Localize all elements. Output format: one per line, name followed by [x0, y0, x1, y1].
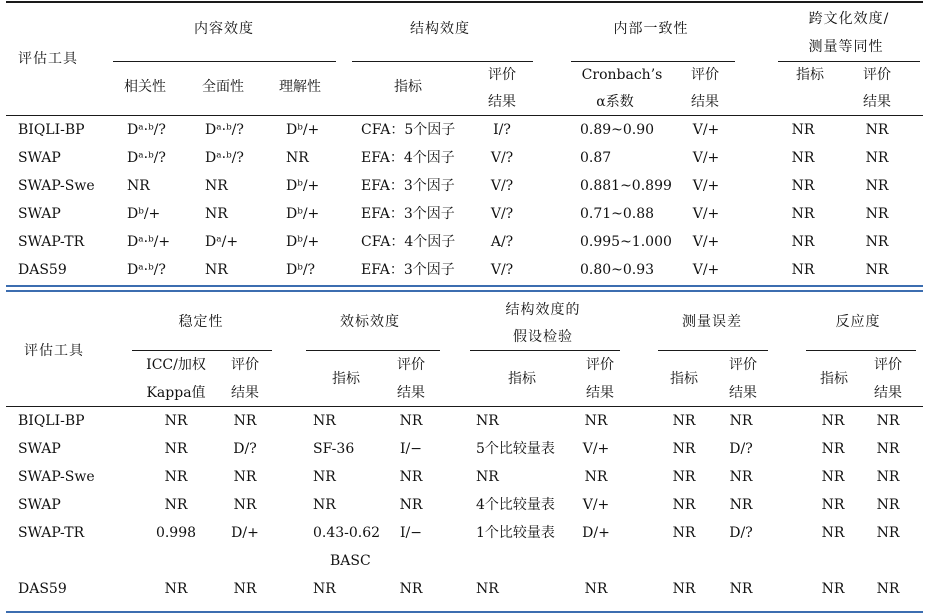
- subheader-comprehensibility: 理解性: [279, 79, 321, 95]
- structure-indicator-cell: EFA：3个因子: [361, 206, 455, 222]
- subheader-cronbach-line1: Cronbach’s: [581, 67, 663, 83]
- alpha-result-cell: V/+: [692, 122, 720, 138]
- responsiveness-indicator-cell: NR: [821, 581, 845, 597]
- relevance-cell: Dᵃ·ᵇ/+: [127, 234, 171, 250]
- icc-result-cell: D/?: [233, 441, 257, 457]
- hypothesis-group-rule: [470, 350, 620, 351]
- icc-cell: NR: [164, 469, 188, 485]
- icc-cell: NR: [164, 413, 188, 429]
- hypothesis-indicator-cell: 4个比较量表: [476, 497, 555, 513]
- group-internal-consistency: 内部一致性: [613, 21, 689, 37]
- icc-cell: NR: [164, 497, 188, 513]
- criterion-group-rule: [306, 350, 440, 351]
- hypothesis-indicator-cell: 1个比较量表: [476, 525, 555, 541]
- subheader-responsiveness-indicator: 指标: [820, 371, 848, 387]
- consistency-group-rule: [571, 61, 735, 62]
- tool-cell: SWAP: [18, 497, 61, 513]
- tool-cell: SWAP: [18, 206, 61, 222]
- comprehensibility-cell: NR: [286, 150, 309, 166]
- error-result-cell: D/?: [729, 441, 753, 457]
- subheader-error-eval-line2: 结果: [729, 385, 757, 401]
- tool-cell: SWAP-TR: [18, 234, 85, 250]
- relevance-cell: Dᵇ/+: [127, 206, 161, 222]
- subheader-error-indicator: 指标: [670, 371, 698, 387]
- alpha-cell: 0.89~0.90: [580, 122, 655, 138]
- subheader-relevance: 相关性: [124, 79, 166, 95]
- subheader-responsiveness-eval-line1: 评价: [874, 357, 902, 373]
- criterion-indicator-cell: SF-36: [313, 441, 355, 457]
- comprehensibility-cell: Dᵇ/+: [286, 122, 320, 138]
- tool-cell: SWAP: [18, 150, 61, 166]
- responsiveness-group-rule: [806, 350, 916, 351]
- criterion-result-cell: NR: [399, 581, 423, 597]
- criterion-indicator-cell: NR: [313, 469, 336, 485]
- cross-result-cell: NR: [865, 150, 889, 166]
- tool-cell: SWAP: [18, 441, 61, 457]
- criterion-result-cell: I/−: [400, 441, 422, 457]
- group-structural-validity: 结构效度: [410, 21, 470, 37]
- error-result-cell: D/?: [729, 525, 753, 541]
- icc-result-cell: NR: [233, 413, 257, 429]
- alpha-result-cell: V/+: [692, 234, 720, 250]
- alpha-result-cell: V/+: [692, 262, 720, 278]
- subheader-error-eval-line1: 评价: [729, 357, 757, 373]
- responsiveness-result-cell: NR: [876, 497, 900, 513]
- group-cross-cultural-line2: 测量等同性: [808, 39, 884, 55]
- cross-result-cell: NR: [865, 262, 889, 278]
- subheader-indicator: 指标: [394, 79, 422, 95]
- cross-result-cell: NR: [865, 122, 889, 138]
- subheader-cross-eval-line1: 评价: [863, 67, 891, 83]
- alpha-cell: 0.71~0.88: [580, 206, 655, 222]
- responsiveness-result-cell: NR: [876, 469, 900, 485]
- error-indicator-cell: NR: [672, 525, 696, 541]
- comprehensiveness-cell: NR: [205, 178, 228, 194]
- subheader-hypothesis-eval-line2: 结果: [586, 385, 614, 401]
- content-group-rule: [113, 61, 336, 62]
- alpha-cell: 0.995~1.000: [580, 234, 672, 250]
- criterion-result-cell: I/−: [400, 525, 422, 541]
- icc-result-cell: NR: [233, 581, 257, 597]
- icc-result-cell: NR: [233, 469, 257, 485]
- icc-cell: NR: [164, 581, 188, 597]
- cross-result-cell: NR: [865, 234, 889, 250]
- tool-cell: SWAP-TR: [18, 525, 85, 541]
- table-separator-rule-1: [6, 285, 923, 287]
- subheader-comprehensiveness: 全面性: [202, 79, 244, 95]
- alpha-cell: 0.80~0.93: [580, 262, 655, 278]
- structure-indicator-cell: EFA：3个因子: [361, 178, 455, 194]
- relevance-cell: Dᵃ·ᵇ/?: [127, 150, 166, 166]
- criterion-result-cell: NR: [399, 469, 423, 485]
- criterion-indicator-cell: NR: [313, 581, 336, 597]
- subheader-criterion-indicator: 指标: [332, 371, 360, 387]
- cross-indicator-cell: NR: [791, 122, 815, 138]
- hypothesis-result-cell: NR: [584, 413, 608, 429]
- group-cross-cultural-line1: 跨文化效度/: [808, 11, 890, 27]
- tool-header: 评估工具: [18, 51, 78, 67]
- hypothesis-indicator-cell: NR: [476, 469, 499, 485]
- subheader-icc-eval-line1: 评价: [231, 357, 259, 373]
- hypothesis-indicator-cell: 5个比较量表: [476, 441, 555, 457]
- structure-result-cell: V/?: [490, 178, 514, 194]
- relevance-cell: Dᵃ·ᵇ/?: [127, 122, 166, 138]
- tool-header-2: 评估工具: [24, 343, 84, 359]
- comprehensibility-cell: Dᵇ/+: [286, 178, 320, 194]
- error-result-cell: NR: [729, 581, 753, 597]
- icc-cell: NR: [164, 441, 188, 457]
- table-2-bottom-rule: [6, 611, 923, 613]
- hypothesis-indicator-cell: NR: [476, 581, 499, 597]
- subheader-icc-line2: Kappa值: [146, 385, 206, 401]
- comprehensiveness-cell: Dᵃ·ᵇ/?: [205, 122, 244, 138]
- structure-result-cell: V/?: [490, 206, 514, 222]
- group-responsiveness: 反应度: [835, 314, 881, 330]
- relevance-cell: Dᵃ·ᵇ/?: [127, 262, 166, 278]
- error-indicator-cell: NR: [672, 581, 696, 597]
- cross-indicator-cell: NR: [791, 206, 815, 222]
- table-2-header-rule: [6, 406, 923, 407]
- responsiveness-indicator-cell: NR: [821, 413, 845, 429]
- tool-cell: DAS59: [18, 581, 67, 597]
- error-result-cell: NR: [729, 413, 753, 429]
- subheader-criterion-eval-line2: 结果: [397, 385, 425, 401]
- alpha-cell: 0.87: [580, 150, 612, 166]
- subheader-cross-eval-line2: 结果: [863, 94, 891, 110]
- alpha-cell: 0.881~0.899: [580, 178, 672, 194]
- icc-result-cell: D/+: [231, 525, 259, 541]
- structure-group-rule: [352, 61, 533, 62]
- error-indicator-cell: NR: [672, 469, 696, 485]
- criterion-indicator-cell: NR: [313, 413, 336, 429]
- structure-result-cell: V/?: [490, 262, 514, 278]
- group-content-validity: 内容效度: [194, 21, 254, 37]
- comprehensiveness-cell: NR: [205, 206, 228, 222]
- criterion-result-cell: NR: [399, 497, 423, 513]
- error-result-cell: NR: [729, 469, 753, 485]
- criterion-result-cell: NR: [399, 413, 423, 429]
- alpha-result-cell: V/+: [692, 178, 720, 194]
- subheader-icc-eval-line2: 结果: [231, 385, 259, 401]
- subheader-eval-line2: 结果: [488, 94, 516, 110]
- group-hypothesis-line1: 结构效度的: [505, 302, 581, 318]
- cross-result-cell: NR: [865, 178, 889, 194]
- error-group-rule: [658, 350, 768, 351]
- responsiveness-indicator-cell: NR: [821, 469, 845, 485]
- cross-indicator-cell: NR: [791, 178, 815, 194]
- comprehensibility-cell: Dᵇ/?: [286, 262, 316, 278]
- subheader-eval-line1: 评价: [488, 67, 516, 83]
- structure-result-cell: I/?: [493, 122, 511, 138]
- criterion-indicator-cell-line2: BASC: [330, 553, 371, 569]
- table-separator-rule-2: [6, 290, 923, 292]
- group-hypothesis-line2: 假设检验: [513, 329, 573, 345]
- structure-indicator-cell: EFA：3个因子: [361, 262, 455, 278]
- group-measurement-error: 测量误差: [682, 314, 742, 330]
- subheader-hypothesis-indicator: 指标: [508, 371, 536, 387]
- icc-result-cell: NR: [233, 497, 257, 513]
- table-1-top-rule: [6, 1, 923, 3]
- comprehensibility-cell: Dᵇ/+: [286, 234, 320, 250]
- relevance-cell: NR: [127, 178, 150, 194]
- hypothesis-result-cell: V/+: [582, 441, 610, 457]
- error-indicator-cell: NR: [672, 441, 696, 457]
- responsiveness-result-cell: NR: [876, 441, 900, 457]
- hypothesis-result-cell: D/+: [582, 525, 610, 541]
- subheader-cronbach-line2: α系数: [596, 94, 634, 110]
- comprehensiveness-cell: Dᵃ·ᵇ/?: [205, 150, 244, 166]
- tool-cell: BIQLI-BP: [18, 413, 85, 429]
- icc-cell: 0.998: [155, 525, 197, 541]
- responsiveness-result-cell: NR: [876, 525, 900, 541]
- criterion-indicator-cell: 0.43-0.62: [313, 525, 381, 541]
- responsiveness-indicator-cell: NR: [821, 441, 845, 457]
- responsiveness-result-cell: NR: [876, 413, 900, 429]
- structure-indicator-cell: CFA：5个因子: [361, 122, 456, 138]
- subheader-icc-line1: ICC/加权: [146, 357, 206, 373]
- group-stability: 稳定性: [178, 314, 224, 330]
- hypothesis-result-cell: NR: [584, 469, 608, 485]
- alpha-result-cell: V/+: [692, 206, 720, 222]
- cross-indicator-cell: NR: [791, 150, 815, 166]
- structure-result-cell: V/?: [490, 150, 514, 166]
- error-result-cell: NR: [729, 497, 753, 513]
- cross-indicator-cell: NR: [791, 262, 815, 278]
- table-1-header-rule: [6, 115, 923, 116]
- cross-group-rule: [778, 61, 920, 62]
- subheader-cross-indicator: 指标: [796, 67, 824, 83]
- cross-result-cell: NR: [865, 206, 889, 222]
- responsiveness-indicator-cell: NR: [821, 525, 845, 541]
- tool-cell: SWAP-Swe: [18, 178, 95, 194]
- structure-indicator-cell: CFA：4个因子: [361, 234, 456, 250]
- tool-cell: SWAP-Swe: [18, 469, 95, 485]
- comprehensibility-cell: Dᵇ/+: [286, 206, 320, 222]
- error-indicator-cell: NR: [672, 497, 696, 513]
- comprehensiveness-cell: NR: [205, 262, 228, 278]
- subheader-alpha-eval-line1: 评价: [691, 67, 719, 83]
- tool-cell: DAS59: [18, 262, 67, 278]
- error-indicator-cell: NR: [672, 413, 696, 429]
- criterion-indicator-cell: NR: [313, 497, 336, 513]
- subheader-hypothesis-eval-line1: 评价: [586, 357, 614, 373]
- subheader-criterion-eval-line1: 评价: [397, 357, 425, 373]
- responsiveness-indicator-cell: NR: [821, 497, 845, 513]
- subheader-alpha-eval-line2: 结果: [691, 94, 719, 110]
- alpha-result-cell: V/+: [692, 150, 720, 166]
- responsiveness-result-cell: NR: [876, 581, 900, 597]
- hypothesis-result-cell: V/+: [582, 497, 610, 513]
- structure-result-cell: A/?: [490, 234, 514, 250]
- hypothesis-result-cell: NR: [584, 581, 608, 597]
- cross-indicator-cell: NR: [791, 234, 815, 250]
- subheader-responsiveness-eval-line2: 结果: [874, 385, 902, 401]
- hypothesis-indicator-cell: NR: [476, 413, 499, 429]
- structure-indicator-cell: EFA：4个因子: [361, 150, 455, 166]
- stability-group-rule: [132, 350, 272, 351]
- tool-cell: BIQLI-BP: [18, 122, 85, 138]
- group-criterion-validity: 效标效度: [340, 314, 400, 330]
- comprehensiveness-cell: Dᵃ/+: [205, 234, 239, 250]
